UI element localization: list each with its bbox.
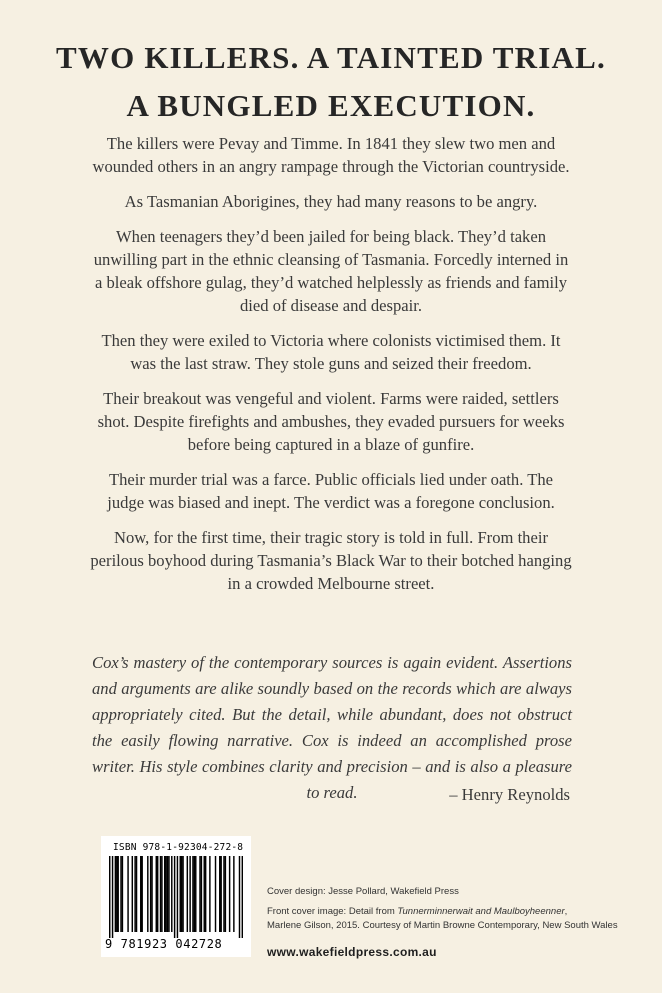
barcode-bar	[201, 856, 202, 932]
barcode-bar	[165, 856, 166, 932]
barcode-bar	[242, 856, 243, 938]
front-image-suffix: ,	[564, 906, 568, 917]
barcode-bar	[180, 856, 181, 932]
barcode-bar	[168, 856, 169, 932]
barcode-bars	[109, 856, 243, 938]
blurb-paragraph: Their breakout was vengeful and violent. Farms were raided, settlers shot. Despite firefights and ambushes, they evaded pursuers for weeks before being captured in a blaze of gunfire.	[97, 389, 565, 454]
headline-line-1: TWO KILLERS. A TAINTED TRIAL.	[56, 40, 606, 75]
barcode-bar	[147, 856, 148, 932]
barcode-bar	[215, 856, 216, 932]
barcode-bar	[151, 856, 152, 932]
barcode-bar	[194, 856, 195, 932]
barcode-bar	[209, 856, 210, 932]
barcode-bar	[225, 856, 226, 932]
artist-credit: Marlene Gilson, 2015. Courtesy of Martin Browne Contemporary, New South Wales	[267, 920, 618, 931]
barcode-bar	[134, 856, 135, 932]
barcode-bar	[160, 856, 161, 932]
barcode-bar	[164, 856, 165, 932]
barcode-bar	[219, 856, 220, 932]
blurb-paragraph: Their murder trial was a farce. Public officials lied under oath. The judge was biased and inept. The verdict was a foregone conclusion.	[107, 470, 555, 512]
isbn-digits: 9 781923 042728	[105, 937, 223, 951]
barcode-bar	[233, 856, 234, 932]
barcode-bar	[122, 856, 123, 932]
blurb-paragraph: Then they were exiled to Victoria where colonists victimised them. It was the last straw. They stole guns and seized their freedom.	[101, 331, 561, 373]
barcode-bar	[182, 856, 183, 932]
blurb-paragraph: Now, for the first time, their tragic story is told in full. From their perilous boyhood during Tasmania’s Black War to their botched hanging in a crowded Melbourne street.	[90, 528, 572, 593]
front-image-title: Tunnerminnerwait and Maulboyheenner	[397, 906, 565, 917]
barcode-bar	[117, 856, 118, 932]
barcode-bar	[115, 856, 116, 932]
blurb-paragraph: The killers were Pevay and Timme. In 1841 they slew two men and wounded others in an angry rampage through the Victorian countryside.	[92, 134, 570, 176]
barcode-bar	[181, 856, 182, 932]
barcode-bar	[141, 856, 142, 932]
barcode-bar	[127, 856, 128, 932]
headline	[0, 34, 662, 130]
isbn-label: ISBN 978-1-92304-272-8	[113, 842, 244, 853]
barcode-bar	[150, 856, 151, 932]
barcode-bar	[109, 856, 110, 938]
front-image-credit	[267, 905, 627, 919]
barcode-bar	[171, 856, 172, 932]
cover-design-credit: Cover design: Jesse Pollard, Wakefield Press	[267, 886, 459, 897]
barcode-bar	[161, 856, 162, 932]
barcode-bar	[112, 856, 113, 938]
barcode-bar	[116, 856, 117, 932]
review-quote: Cox’s mastery of the contemporary sources is again evident. Assertions and arguments are alike soundly based on the records which are always appropriately cited. But the detail, while abundant, does not obstruct the easily flowing narrative. Cox is indeed an accomplished prose writer. His style combines clarity and precision – and is also a pleasure to read.	[92, 653, 572, 802]
barcode-bar	[174, 856, 175, 938]
barcode-bar	[189, 856, 190, 932]
barcode-bar	[229, 856, 230, 932]
barcode-bar	[167, 856, 168, 932]
barcode-bar	[192, 856, 193, 932]
barcode-bar	[187, 856, 188, 932]
barcode-bar	[177, 856, 178, 938]
barcode-bar	[223, 856, 224, 932]
barcode-bar	[132, 856, 133, 932]
front-image-prefix: Front cover image: Detail from	[267, 906, 398, 917]
barcode-bar	[140, 856, 141, 932]
barcode-bar	[156, 856, 157, 932]
barcode-bar	[199, 856, 200, 932]
barcode-bar	[204, 856, 205, 932]
barcode-bar	[195, 856, 196, 932]
review-attribution: – Henry Reynolds	[449, 785, 570, 804]
publisher-website[interactable]: www.wakefieldpress.com.au	[267, 945, 437, 959]
barcode-bar	[220, 856, 221, 932]
isbn-barcode	[101, 836, 251, 957]
barcode-bar	[157, 856, 158, 932]
barcode-bar	[239, 856, 240, 938]
barcode-bar	[136, 856, 137, 932]
blurb-paragraph: As Tasmanian Aborigines, they had many reasons to be angry.	[124, 192, 538, 211]
blurb	[90, 132, 572, 607]
barcode-bar	[205, 856, 206, 932]
cover-credits	[267, 885, 627, 933]
barcode-bar	[120, 856, 121, 932]
headline-line-2: A BUNGLED EXECUTION.	[126, 88, 536, 123]
blurb-paragraph: When teenagers they’d been jailed for being black. They’d taken unwilling part in the ethnic cleansing of Tasmania. Forcedly interned in a bleak offshore gulag, they’d watched helplessly as friends and family died of disease and despair.	[93, 227, 569, 315]
